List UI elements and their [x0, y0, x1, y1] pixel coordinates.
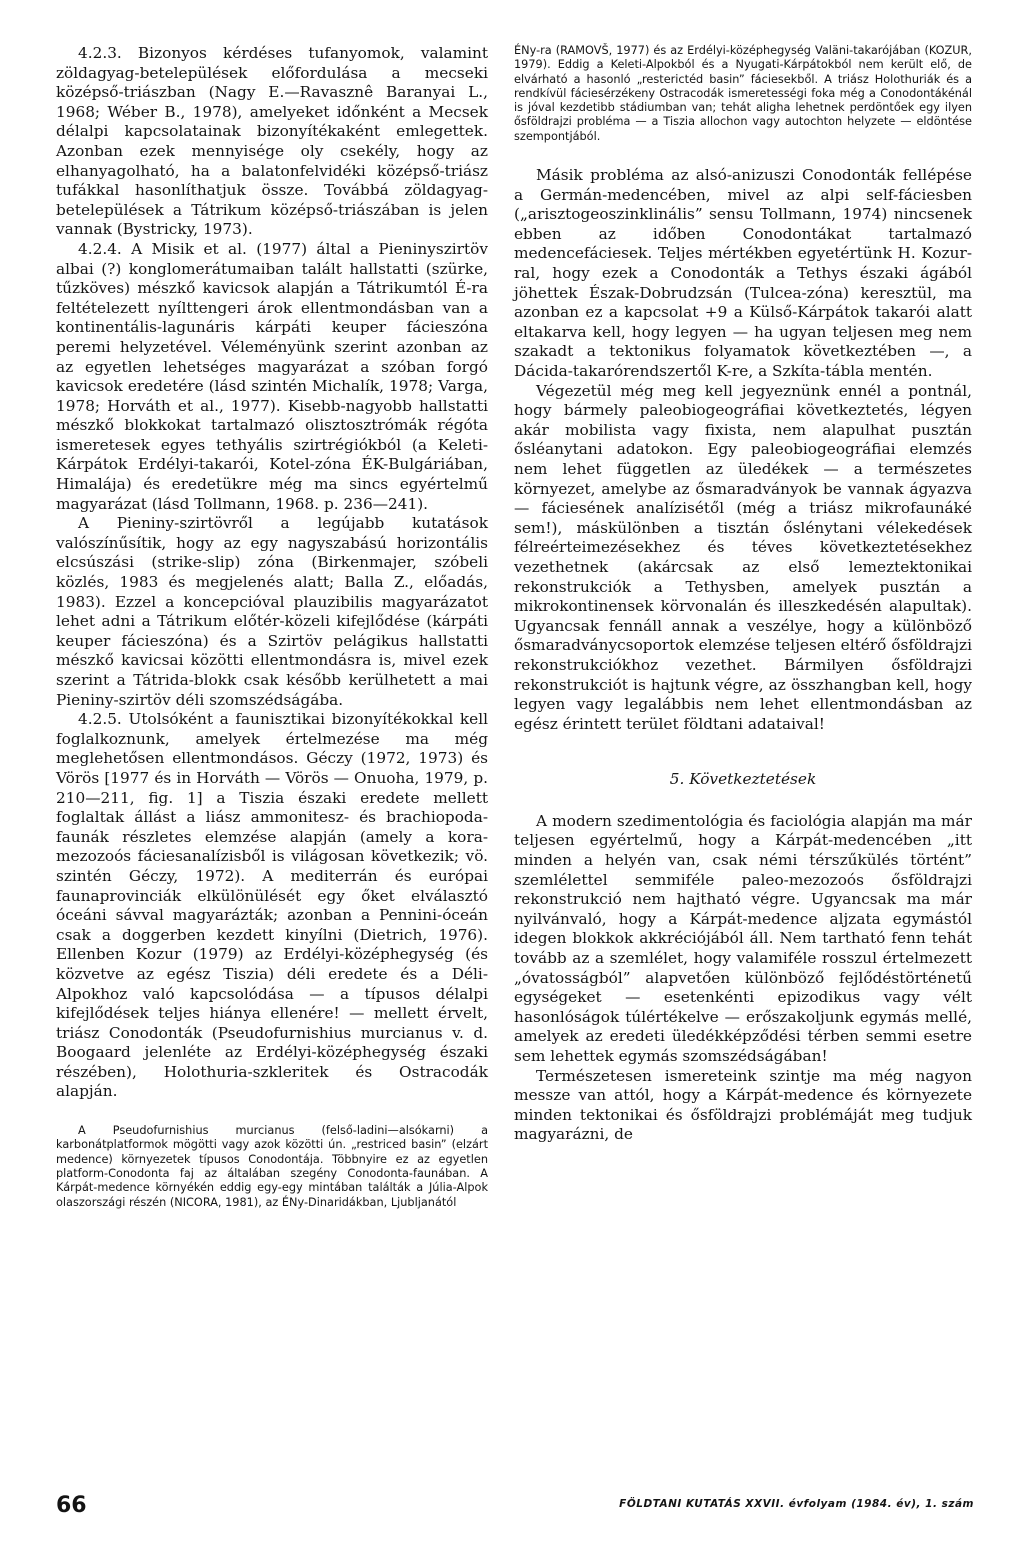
page-number: 66	[56, 1493, 87, 1518]
journal-footer: FÖLDTANI KUTATÁS XXVII. évfolyam (1984. év), 1. szám	[619, 1498, 974, 1510]
paragraph-4-2-4: 4.2.4. A Misik et al. (1977) által a Pieninyszirtöv albai (?) konglomerátumaiban talált hallstatti (szürke, tűzköves) mészkő kavicsok alapján a Tátrikumtól É-ra feltételezett nyílttengeri árok ellentmondásban van a kontinentális-lagunáris kárpáti keuper fácieszóna peremi helyzetével. Véleményünk szerint azonban az az egyetlen lehetséges magyarázat a szóban forgó kavicsok eredetére (lásd szintén Michalík, 1978; Varga, 1978; Horváth et al., 1977). Kisebb-nagyobb hallstatti mészkő blokkokat tartalmazó olisztosztrómák régóta ismeretesek egyes tethyális szirtrégiókból (a Keleti-Kárpátok Erdélyi-takarói, Kotel-zóna ÉK-Bulgáriában, Himalája) és eredetükre még ma sincs egyértelmű magyarázat (lásd Tollmann, 1968. p. 236—241).	[56, 239, 488, 513]
footnote-continued: ÉNy-ra (RAMOVŠ, 1977) és az Erdélyi-középhegység Valäni-takarójában (KOZUR, 1979). Eddig a Keleti-Alpokból és a Nyugati-Kárpátokból nem került elő, de elvárható a hasonló „resterictéd basin” fáciesekből. A triász Holothuriák és a rendkívül fáciesérzékeny Ostracodák ismeretességi foka még a Conodontákénál is jóval kezdetibb stádiumban van; tehát aligha lehetnek perdöntőek egy ilyen ősföldrajzi probléma — a Tiszia allochon vagy autochton helyzete — eldöntése szempontjából.	[514, 44, 972, 143]
paragraph-conclusions: A modern szedimentológia és faciológia alapján ma már teljesen egyértelmű, hogy a Kárpát-medencében „itt minden a helyén van, csak némi térszűkülés történt” szemlélettel semmiféle paleo-mezozoós ősföldrajzi rekonstrukció nem hajtható végre. Ugyancsak ma már nyilvánvaló, hogy a Kárpát-medence aljzata egymástól idegen blokkok akkréciójából áll. Nem tartható fenn tehát tovább az a szemlélet, hogy valamiféle rosszul értelmezett „óvatosságból” alapvetően különböző fejlődéstörténetű egységeket — esetenkénti epizodikus vagy vélt hasonlóságok túlértékelve — erőszakoljunk egymás mellé, amelyek az eredeti üledékképződési térben semmi esetre sem lehettek egymás szomszédságában!	[514, 811, 972, 1066]
section-heading: 5. Következtetések	[669, 770, 817, 789]
footnote: A Pseudofurnishius murcianus (felső-ladini—alsókarni) a karbonátplatformok mögötti vagy azok közötti ún. „restriced basin” (elzárt medence) környezetek típusos Conodontája. Többnyire ez az egyetlen platform-Conodonta faj az általában szegény Conodonta-faunában. A Kárpát-medence környékén eddig egy-egy mintában találták a Júlia-Alpok olaszországi részén (NICORA, 1981), az ÉNy-Dinaridákban, Ljubljanától	[56, 1124, 488, 1209]
paragraph-4-2-5: 4.2.5. Utolsóként a faunisztikai bizonyítékokkal kell foglalkoznunk, amelyek értelmezése ma még meglehetősen ellentmondásos. Géczy (1972, 1973) és Vörös [1977 és in Horváth — Vörös — Onuoha, 1979, p. 210—211, fig. 1] a Tiszia északi eredete mellett foglaltak állást a liász ammonitesz- és brachiopoda-faunák részletes elemzése alapján (amely a kora-mezozoós fáciesanalízisből is világosan következik; vö. szintén Géczy, 1972). A mediterrán és európai faunaprovinciák elkülönülését egy őket elválasztó óceáni sávval magyarázták; azonban a Pennini-óceán csak a doggerben kezdett kinyílni (Dietrich, 1976). Ellenben Kozur (1979) az Erdélyi-középhegység (és közvetve az egész Tiszia) déli eredete és a Déli-Alpokhoz való kapcsolódása — a típusos délalpi kifejlődések teljes hiánya ellenére! — mellett érvelt, triász Conodonták (Pseudofurnishius murcianus v. d. Boogaard jelenléte az Erdélyi-középhegység északi részében), Holothuria-szkleritek és Ostracodák alapján.	[56, 710, 488, 1101]
left-column	[56, 44, 488, 1210]
paragraph-final: Természetesen ismereteink szintje ma még nagyon messze van attól, hogy a Kárpát-medence és környezete minden tektonikai és ősföldrajzi problémáját meg tudjuk magyarázni, de	[514, 1066, 972, 1144]
paragraph-paleobiogeography: Végezetül még meg kell jegyeznünk ennél a pontnál, hogy bármely paleobiogeográfiai következtetés, légyen akár mobilista vagy fixista, nem alapulhat pusztán ősléanytani adatokon. Egy paleobiogeográfiai elemzés nem lehet független az üledékek — a természetes környezet, amelybe az ősmaradványok be vannak ágyazva — fáciesének analízisétől (még a triász mikrofaunáké sem!), máskülönben a tisztán őslénytani vélekedések félreérteimezésekhez és téves következtetésekhez vezethetnek (akárcsak az első lemeztektonikai rekonstrukciók a Tethysben, amelyek pusztán a mikrokontinensek körvonalán és illeszkedésén alapultak). Ugyancsak fennáll annak a veszélye, hogy a különböző ősmaradványcsoportok elemzése teljesen eltérő ősföldrajzi rekonstrukciókhoz vezethet. Bármilyen ősföldrajzi rekonstrukciót is hajtunk végre, az összhangban kell, hogy legyen vagy legalábbis nem lehet ellentmondásban az egész érintett terület földtani adataival!	[514, 381, 972, 733]
paragraph-conodonts: Másik probléma az alsó-anizuszi Conodonták fellépése a Germán-medencében, mivel az alpi self-fáciesben („arisztogeoszinklinális” sensu Tollmann, 1974) nincsenek ebben az időben Conodontákat tartalmazó medencefáciesek. Teljes mértékben egyetértünk H. Kozur-ral, hogy ezek a Conodonták a Tethys északi ágából jöhettek Észak-Dobrudzsán (Tulcea-zóna) keresztül, ma azonban ez a kapcsolat +9 a Külső-Kárpátok takarói alatt eltakarva kell, hogy legyen — ha ugyan teljesen meg nem szakadt a tektonikus folyamatok következtében —, a Dácida-takarórendszertől K-re, a Szkíta-tábla mentén.	[514, 166, 972, 381]
right-column	[514, 44, 972, 1145]
paragraph-pieniny: A Pieniny-szirtövről a legújabb kutatások valószínűsítik, hogy az egy nagyszabású horizontális elcsúszási (strike-slip) zóna (Birkenmajer, szóbeli közlés, 1983 és megjelenés alatt; Balla Z., előadás, 1983). Ezzel a koncepcióval plauzibilis magyarázatot lehet adni a Tátrikum előtér-közeli kifejlődése (kárpáti keuper fácieszóna) és a Szirtöv pelágikus hallstatti mészkő kavicsai közötti ellentmondásra is, mivel ezek szerint a Tátrida-blokk csak később kerülhetett a mai Pieniny-szirtöv déli szomszédságába.	[56, 514, 488, 709]
paragraph-4-2-3: 4.2.3. Bizonyos kérdéses tufanyomok, valamint zöldagyag-betelepülések előfordulása a mecseki középső-triászban (Nagy E.—Ravasznê Baranyai L., 1968; Wéber B., 1978), amelyeket időnként a Mecsek délalpi kapcsolatainak bizonyítékaként emlegettek. Azonban ezek mennyisége oly csekély, hogy az elhanyagolható, ha a balatonfelvidéki középső-triász tufákkal hasonlíthatjuk össze. Továbbá zöldagyag-betelepülések a Tátrikum középső-triászában is jelen vannak (Bystricky, 1973).	[56, 44, 488, 239]
